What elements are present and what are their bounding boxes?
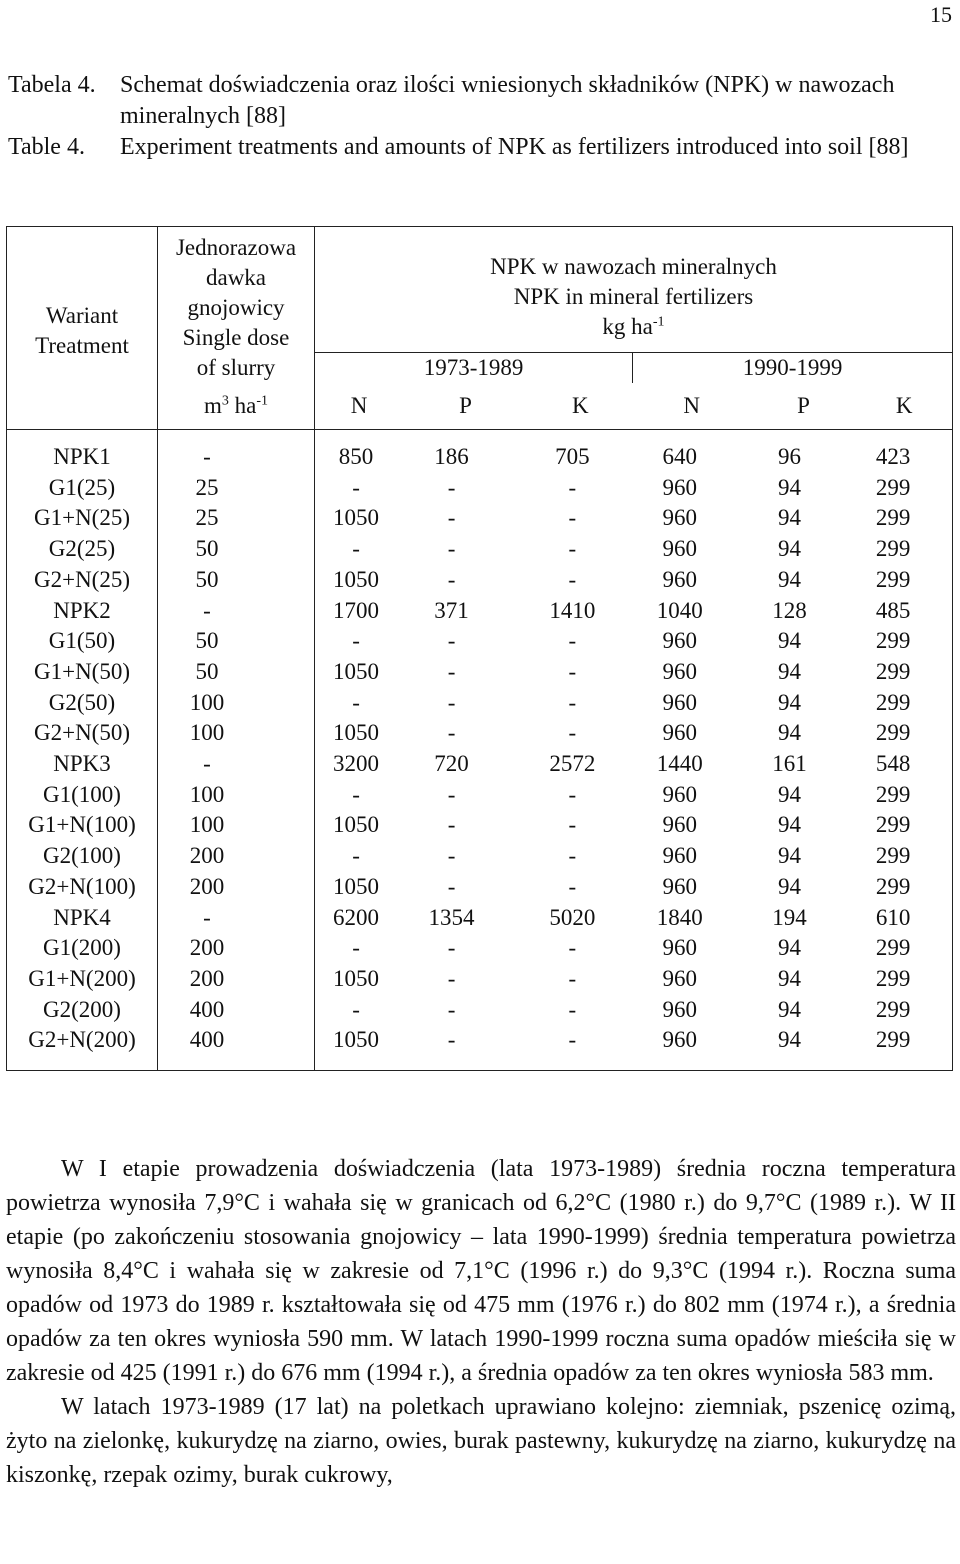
table-value: 1354 <box>428 904 475 930</box>
table-value: 1050 <box>333 720 380 746</box>
cell-stack <box>856 442 930 596</box>
table-value: 299 <box>875 566 911 592</box>
table-value: - <box>568 689 577 715</box>
slurry-cell <box>158 749 315 903</box>
table-value: 960 <box>662 566 697 592</box>
cell-stack <box>7 903 157 1057</box>
table-row-group <box>7 749 953 903</box>
table-value: - <box>447 812 456 838</box>
n-1990-cell <box>633 430 751 596</box>
header-npk-unit <box>315 312 952 342</box>
table-value: 640 <box>662 444 697 469</box>
table-value: 96 <box>778 444 802 469</box>
table-value: - <box>447 658 456 684</box>
table-value: - <box>568 843 577 869</box>
table-value: - <box>447 474 456 500</box>
table-row-group <box>7 903 953 1071</box>
table-value: 161 <box>772 751 807 777</box>
slurry-cell <box>158 903 315 1071</box>
cell-stack <box>856 596 930 750</box>
table-value: 720 <box>434 751 469 777</box>
page-number: 15 <box>930 2 952 27</box>
table-value: G2+N(200) <box>28 1027 136 1053</box>
table-value: 960 <box>662 781 697 807</box>
k-1990-cell <box>856 749 952 903</box>
table-value: 960 <box>662 505 697 531</box>
variant-cell <box>7 596 158 750</box>
p-1990-cell <box>751 596 856 750</box>
table-value: 960 <box>662 812 697 838</box>
header-variant-en: Treatment <box>35 333 129 358</box>
table-value: 94 <box>778 996 802 1022</box>
table-value: 50 <box>195 658 219 684</box>
n-1973-cell <box>315 430 404 596</box>
cell-stack <box>403 596 500 750</box>
paragraph: W latach 1973-1989 (17 lat) na poletkach uprawiano kolejno: ziemniak, pszenicę ozimą, żyto na zielonkę, kukurydzę na ziarno, owies, burak pastewny, kukurydzę na ziarno, kukurydzę na kiszonkę, rzepak ozimy, burak cukrowy, <box>6 1394 956 1488</box>
table-value: 2572 <box>549 751 596 777</box>
table-value: 1050 <box>333 873 380 899</box>
table-value: - <box>568 996 577 1022</box>
table-value: 705 <box>555 444 590 469</box>
table-value: - <box>203 751 211 777</box>
table-value: 100 <box>189 689 225 715</box>
n-1973-cell <box>315 903 404 1071</box>
table-value: 960 <box>662 873 697 899</box>
table-value: 94 <box>778 873 802 899</box>
table-value: G1+N(100) <box>28 812 136 838</box>
table-value: - <box>568 781 577 807</box>
k-1990-cell <box>856 903 952 1071</box>
table-value: 548 <box>875 751 911 777</box>
cell-stack <box>528 749 617 903</box>
cell-stack <box>315 903 397 1057</box>
table-value: 299 <box>875 536 911 562</box>
table-value: 186 <box>434 444 469 469</box>
p-1973-cell <box>403 430 528 596</box>
cell-stack <box>528 903 617 1057</box>
table-value: - <box>352 843 360 869</box>
cell-stack <box>403 749 500 903</box>
table-value: 200 <box>189 935 225 961</box>
header-variant <box>7 227 158 430</box>
k-1990-cell <box>856 430 952 596</box>
slurry-cell <box>158 430 315 596</box>
header-slurry-line: gnojowicy <box>187 295 285 320</box>
table-value: 960 <box>662 996 697 1022</box>
cell-stack <box>158 903 256 1057</box>
header-element: K <box>856 383 952 430</box>
table-value: - <box>568 1027 577 1053</box>
cell-stack <box>751 749 828 903</box>
slurry-cell <box>158 596 315 750</box>
k-1973-cell <box>528 596 633 750</box>
cell-stack <box>403 903 500 1057</box>
table-value: - <box>352 474 360 500</box>
table-value: 128 <box>772 597 807 623</box>
table-value: 200 <box>189 965 225 991</box>
cell-stack <box>633 749 727 903</box>
table-value: - <box>447 720 456 746</box>
cell-stack <box>7 596 157 750</box>
table-value: G1(50) <box>48 628 116 654</box>
paragraph: W I etapie prowadzenia doświadczenia (lata 1973-1989) średnia roczna temperatura powietrza wynosiła 7,9°C i wahała się w granicach od 6,2°C (1980 r.) do 9,7°C (1989 r.). W II etapie (po zakończeniu stosowania gnojowicy – lata 1990-1999) średnia temperatura powietrza wynosiła 8,4°C i wahała się w zakresie od 7,1°C (1996 r.) do 9,3°C (1994 r.). Roczna suma opadów od 1973 do 1989 r. kształtowała się od 475 mm (1976 r.) do 802 mm (1974 r.), a średnia opadów za ten okres wyniosła 590 mm. W latach 1990-1999 roczna suma opadów mieściła się w zakresie od 425 (1991 r.) do 676 mm (1994 r.), a średnia opadów za ten okres wyniosła 583 mm. <box>6 1156 956 1386</box>
cell-stack <box>751 596 828 750</box>
table-value: - <box>568 873 577 899</box>
cell-stack <box>7 749 157 903</box>
table-value: - <box>568 812 577 838</box>
table-value: 299 <box>875 505 911 531</box>
table-value: - <box>568 505 577 531</box>
table-value: 1050 <box>333 1027 380 1053</box>
cell-stack <box>158 596 256 750</box>
table-value: 1040 <box>656 597 703 623</box>
table-value: 1410 <box>549 597 596 623</box>
table-value: 1050 <box>333 505 380 531</box>
table-value: 960 <box>662 536 697 562</box>
table-value: 299 <box>875 781 911 807</box>
k-1990-cell <box>856 596 952 750</box>
k-1973-cell <box>528 430 633 596</box>
table-value: 94 <box>778 843 802 869</box>
table-value: 194 <box>772 904 807 930</box>
table-value: G1(200) <box>43 935 121 961</box>
table-value: - <box>568 628 577 654</box>
table-value: - <box>203 597 211 623</box>
table-value: 1050 <box>333 965 380 991</box>
table-value: - <box>568 536 577 562</box>
variant-cell <box>7 903 158 1071</box>
cell-stack <box>403 442 500 596</box>
table-value: 50 <box>195 566 219 592</box>
table-value: 50 <box>195 536 219 562</box>
n-1990-cell <box>633 903 751 1071</box>
k-1973-cell <box>528 749 633 903</box>
table-value: 299 <box>875 474 911 500</box>
table-value: - <box>447 536 456 562</box>
table-value: G2+N(50) <box>33 720 130 746</box>
table-value: 960 <box>662 935 697 961</box>
table-row-group <box>7 596 953 750</box>
table-value: - <box>447 1027 456 1053</box>
table-value: - <box>352 781 360 807</box>
table-body <box>7 430 953 1071</box>
table-value: 960 <box>662 689 697 715</box>
header-element: N <box>315 383 404 430</box>
table-value: - <box>447 843 456 869</box>
caption-english <box>8 132 956 163</box>
header-npk-en: NPK in mineral fertilizers <box>513 283 754 309</box>
n-1973-cell <box>315 596 404 750</box>
header-variant-pl: Wariant <box>45 303 119 328</box>
table-value: 94 <box>778 505 802 531</box>
table-caption <box>8 70 956 163</box>
cell-stack <box>528 596 617 750</box>
table-value: 1440 <box>656 751 703 777</box>
header-npk-pl: NPK w nawozach mineralnych <box>490 253 777 279</box>
caption-polish <box>8 70 956 132</box>
k-1973-cell <box>528 903 633 1071</box>
p-1990-cell <box>751 749 856 903</box>
table-value: 94 <box>778 628 802 654</box>
unit-ha: ha <box>228 393 257 418</box>
table-value: - <box>352 935 360 961</box>
table-value: 200 <box>189 843 225 869</box>
table-value: - <box>568 935 577 961</box>
table-value: 960 <box>662 1027 697 1053</box>
cell-stack <box>751 903 828 1057</box>
table-value: - <box>203 904 211 930</box>
header-slurry-line: of slurry <box>196 355 276 380</box>
table-value: 299 <box>875 628 911 654</box>
table-value: NPK1 <box>53 444 111 469</box>
table-value: 1050 <box>333 812 380 838</box>
table-value: - <box>352 689 360 715</box>
table-value: 94 <box>778 689 802 715</box>
table-value: G1(25) <box>48 474 116 500</box>
table-value: G2(50) <box>48 689 116 715</box>
table-value: 1050 <box>333 658 380 684</box>
table-value: 1050 <box>333 566 380 592</box>
table-value: 94 <box>778 1027 802 1053</box>
table-value: 960 <box>662 965 697 991</box>
table-value: 299 <box>875 720 911 746</box>
variant-cell <box>7 430 158 596</box>
table-value: G2(100) <box>43 843 121 869</box>
p-1973-cell <box>403 903 528 1071</box>
table-value: 5020 <box>549 904 596 930</box>
unit-exp: -1 <box>256 393 269 409</box>
header-element: K <box>528 383 633 430</box>
table-value: G2(25) <box>48 536 116 562</box>
table-value: NPK3 <box>53 751 111 777</box>
table-value: 200 <box>189 873 225 899</box>
header-period-2: 1990-1999 <box>633 353 953 384</box>
npk-unit-text: kg ha <box>602 313 653 339</box>
table-value: - <box>568 566 577 592</box>
header-element: N <box>633 383 751 430</box>
table-value: 299 <box>875 873 911 899</box>
header-slurry <box>158 227 315 430</box>
table-value: 299 <box>875 935 911 961</box>
cell-stack <box>158 442 256 596</box>
table-row-group <box>7 430 953 596</box>
table-value: NPK4 <box>53 904 111 930</box>
unit-m: m <box>203 393 222 418</box>
table-value: 400 <box>189 996 225 1022</box>
table-value: 94 <box>778 935 802 961</box>
header-slurry-line: Single dose <box>182 325 290 350</box>
table-value: G1(100) <box>43 781 121 807</box>
table-value: 400 <box>189 1027 225 1053</box>
table-value: G1+N(50) <box>33 658 130 684</box>
table-value: 100 <box>189 781 225 807</box>
cell-stack <box>528 442 617 596</box>
caption-text-en: Experiment treatments and amounts of NPK as fertilizers introduced into soil [88] <box>120 134 909 160</box>
table-value: - <box>447 935 456 961</box>
table-value: 3200 <box>333 751 380 777</box>
table-value: 94 <box>778 720 802 746</box>
table-value: 610 <box>875 904 911 930</box>
p-1973-cell <box>403 749 528 903</box>
table-value: - <box>203 444 211 469</box>
caption-label-pl: Tabela 4. <box>8 72 96 98</box>
npk-unit-exp: -1 <box>652 313 665 329</box>
cell-stack <box>633 442 727 596</box>
table-value: 100 <box>189 812 225 838</box>
cell-stack <box>633 596 727 750</box>
table-value: 94 <box>778 965 802 991</box>
table-value: 100 <box>189 720 225 746</box>
table-value: - <box>568 965 577 991</box>
table-value: 371 <box>434 597 469 623</box>
table-value: 299 <box>875 965 911 991</box>
cell-stack <box>315 442 397 596</box>
table-value: 94 <box>778 812 802 838</box>
n-1990-cell <box>633 749 751 903</box>
table-value: 299 <box>875 996 911 1022</box>
table-value: G2+N(100) <box>28 873 136 899</box>
cell-stack <box>158 749 256 903</box>
table-value: G2+N(25) <box>33 566 130 592</box>
p-1973-cell <box>403 596 528 750</box>
cell-stack <box>633 903 727 1057</box>
table-value: NPK2 <box>53 597 111 623</box>
fertilizer-table <box>6 226 953 1071</box>
table-value: - <box>447 505 456 531</box>
table-value: 50 <box>195 628 219 654</box>
table-value: 94 <box>778 566 802 592</box>
table-value: - <box>352 628 360 654</box>
cell-stack <box>856 749 930 903</box>
n-1973-cell <box>315 749 404 903</box>
table-value: 94 <box>778 536 802 562</box>
table-value: - <box>568 474 577 500</box>
table-value: 94 <box>778 474 802 500</box>
table-value: - <box>447 996 456 1022</box>
table-value: - <box>568 658 577 684</box>
header-slurry-line: Jednorazowa <box>175 235 297 260</box>
table-value: 960 <box>662 720 697 746</box>
table-value: - <box>568 720 577 746</box>
table-value: 25 <box>195 505 219 531</box>
caption-text-pl: Schemat doświadczenia oraz ilości wniesionych składników (NPK) w nawozach mineralnych [88] <box>120 72 895 129</box>
cell-stack <box>856 903 930 1057</box>
table-value: 299 <box>875 658 911 684</box>
n-1990-cell <box>633 596 751 750</box>
table-value: 485 <box>875 597 911 623</box>
body-text <box>6 1152 956 1492</box>
table-value: 94 <box>778 658 802 684</box>
table-value: 960 <box>662 628 697 654</box>
table-value: G1+N(200) <box>28 965 136 991</box>
table-value: - <box>352 996 360 1022</box>
table-value: G2(200) <box>43 996 121 1022</box>
cell-stack <box>315 749 397 903</box>
table-value: - <box>447 628 456 654</box>
table-value: - <box>447 566 456 592</box>
table-value: - <box>447 873 456 899</box>
table-value: - <box>447 781 456 807</box>
table-value: - <box>447 689 456 715</box>
cell-stack <box>7 442 157 596</box>
table-value: 94 <box>778 781 802 807</box>
table-value: 960 <box>662 474 697 500</box>
table-value: 299 <box>875 1027 911 1053</box>
p-1990-cell <box>751 430 856 596</box>
header-slurry-line: dawka <box>205 265 267 290</box>
header-period-1: 1973-1989 <box>315 353 633 384</box>
table-value: 299 <box>875 843 911 869</box>
variant-cell <box>7 749 158 903</box>
table-value: 850 <box>338 444 374 469</box>
table-value: 25 <box>195 474 219 500</box>
header-slurry-unit <box>158 383 314 429</box>
header-npk <box>315 227 953 353</box>
cell-stack <box>315 596 397 750</box>
table-value: G1+N(25) <box>33 505 130 531</box>
table-value: - <box>447 965 456 991</box>
table-value: 1840 <box>656 904 703 930</box>
caption-label-en: Table 4. <box>8 134 85 160</box>
p-1990-cell <box>751 903 856 1071</box>
table-value: 960 <box>662 843 697 869</box>
unit-exp: 3 <box>221 393 229 409</box>
header-element: P <box>751 383 856 430</box>
table-value: 960 <box>662 658 697 684</box>
table-value: 1700 <box>333 597 380 623</box>
table-value: 6200 <box>333 904 380 930</box>
table-value: - <box>352 536 360 562</box>
header-element: P <box>403 383 528 430</box>
table-value: 423 <box>875 444 911 469</box>
table-value: 299 <box>875 812 911 838</box>
table-value: 299 <box>875 689 911 715</box>
cell-stack <box>751 442 828 596</box>
